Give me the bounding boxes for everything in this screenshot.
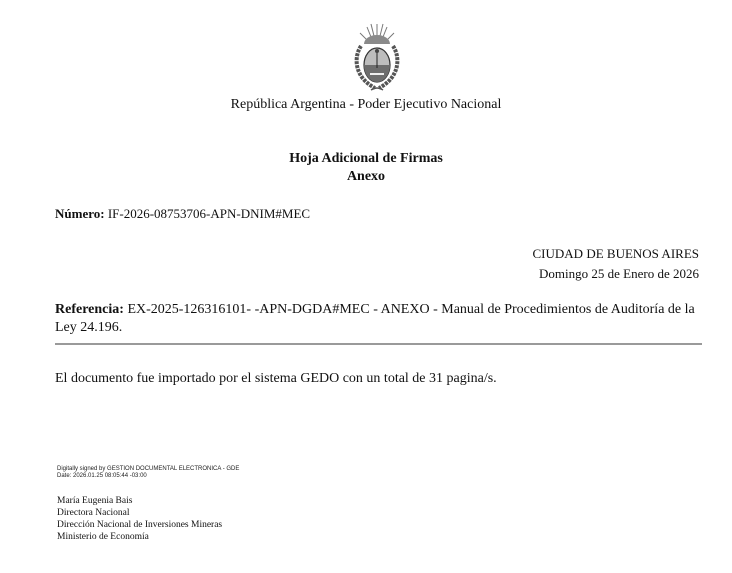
signer-position: Directora Nacional xyxy=(57,508,130,518)
digital-signature-date: Date: 2026.01.25 08:05:44 -03:00 xyxy=(57,473,147,479)
institution-header: República Argentina - Poder Ejecutivo Nacional xyxy=(230,97,502,112)
divider xyxy=(55,343,702,345)
title-line-1: Hoja Adicional de Firmas xyxy=(289,151,443,166)
document-number xyxy=(55,206,310,222)
title-line-2: Anexo xyxy=(346,169,386,184)
signer-name: María Eugenia Bais xyxy=(57,496,133,506)
city: CIUDAD DE BUENOS AIRES xyxy=(532,246,699,261)
reference xyxy=(55,301,705,337)
signer-ministry: Ministerio de Economía xyxy=(57,532,149,542)
numero-value: IF-2026-08753706-APN-DNIM#MEC xyxy=(107,206,311,221)
reference-label: Referencia: xyxy=(55,302,124,317)
digital-signature xyxy=(57,466,239,480)
reference-value: EX-2025-126316101- -APN-DGDA#MEC - ANEXO - Manual de Procedimientos de Auditoría de la Ley 24.196. xyxy=(55,302,695,335)
digital-signature-signer: Digitally signed by GESTION DOCUMENTAL ELECTRONICA - GDE xyxy=(57,466,240,472)
argentine-coat-of-arms-icon xyxy=(351,22,403,94)
signer-block xyxy=(57,495,222,543)
date: Domingo 25 de Enero de 2026 xyxy=(539,266,699,281)
signer-office: Dirección Nacional de Inversiones Mineras xyxy=(57,520,223,530)
numero-label: Número: xyxy=(55,206,105,221)
document-title xyxy=(0,150,732,186)
import-notice: El documento fue importado por el sistema GEDO con un total de 31 pagina/s. xyxy=(55,371,497,386)
